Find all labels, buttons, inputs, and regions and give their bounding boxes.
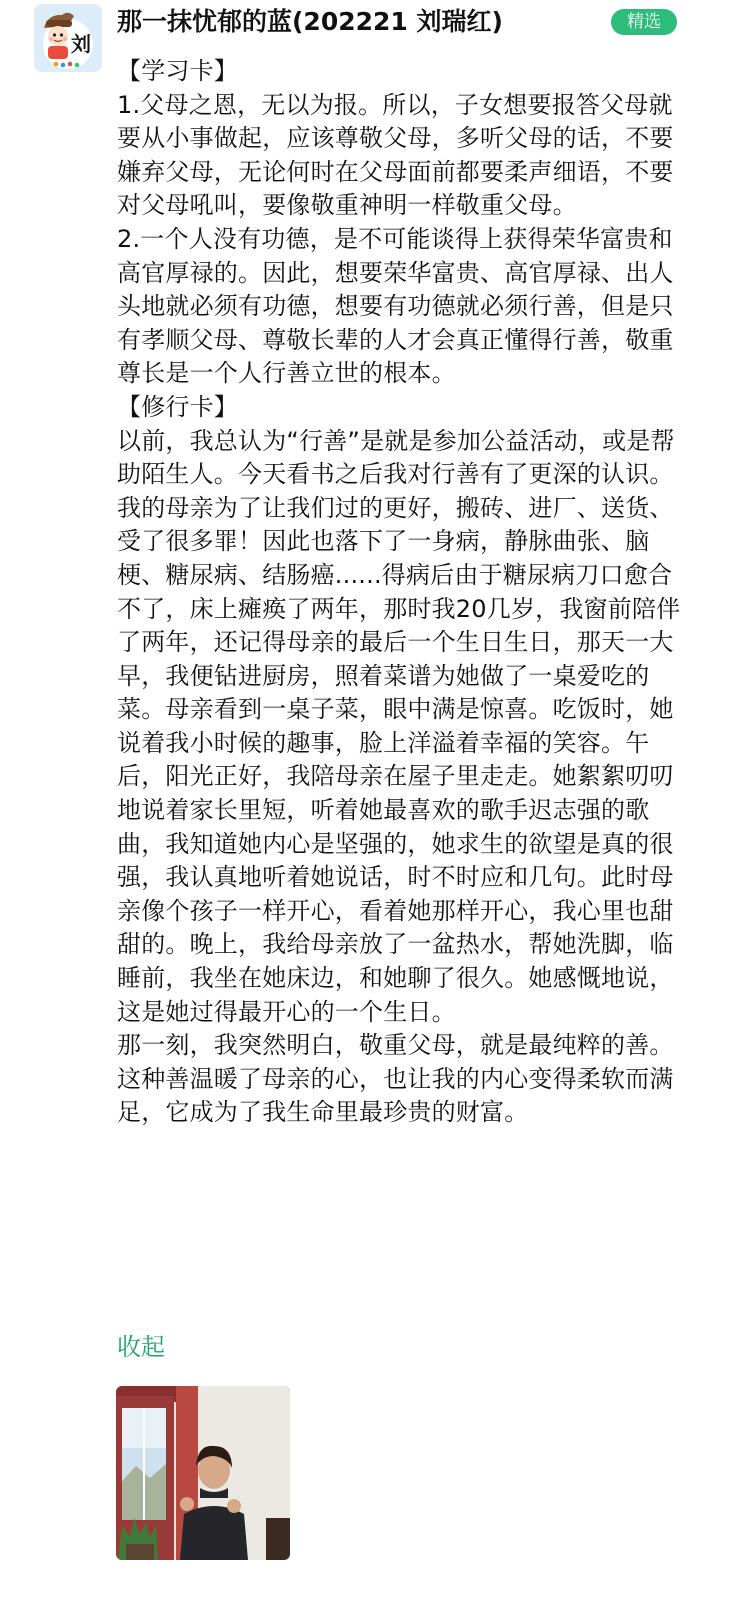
author-name[interactable]: 那一抹忧郁的蓝(202221 刘瑞红) — [117, 7, 503, 36]
author-avatar[interactable] — [34, 4, 102, 72]
featured-badge: 精选 — [611, 9, 677, 35]
avatar-character: 刘 — [71, 32, 91, 56]
practice-paragraph-2: 我的母亲为了让我们过的更好，搬砖、进厂、送货、受了很多罪！因此也落下了一身病，静脉曲张、脑梗、糖尿病、结肠癌......得病后由于糖尿病刀口愈合不了，床上瘫痪了两年，那时我20几岁，我窗前陪伴了两年，还记得母亲的最后一个生日生日，那天一大早，我便钻进厨房，照着菜谱为她做了一桌爱吃的菜。母亲看到一桌子菜，眼中满是惊喜。吃饭时，她说着我小时候的趣事，脸上洋溢着幸福的笑容。午后，阳光正好，我陪母亲在屋子里走走。她絮絮叨叨地说着家长里短，听着她最喜欢的歌手迟志强的歌曲，我知道她内心是坚强的，她求生的欲望是真的很强，我认真地听着她说话，时不时应和几句。此时母亲像个孩子一样开心，看着她那样开心，我心里也甜甜的。晚上，我给母亲放了一盆热水，帮她洗脚，临睡前，我坐在她床边，和她聊了很久。她感慨地说，这是她过得最开心的一个生日。 — [117, 493, 681, 1026]
practice-paragraph-3: 那一刻，我突然明白，敬重父母，就是最纯粹的善。这种善温暖了母亲的心，也让我的内心变得柔软而满足，它成为了我生命里最珍贵的财富。 — [117, 1031, 674, 1127]
post-photo[interactable] — [116, 1386, 290, 1560]
practice-card-heading: 【修行卡】 — [117, 392, 238, 421]
study-point-1: 1.父母之恩，无以为报。所以，子女想要报答父母就要从小事做起，应该尊敬父母，多听父母的话，不要嫌弃父母，无论何时在父母面前都要柔声细语，不要对父母吼叫，要像敬重神明一样敬重父母。 — [117, 90, 674, 220]
person-photo-thumbnail — [116, 1386, 290, 1560]
practice-paragraph-1: 以前，我总认为“行善”是就是参加公益活动，或是帮助陌生人。今天看书之后我对行善有了更深的认识。 — [117, 426, 675, 489]
post-content — [117, 55, 687, 1130]
study-point-2: 2.一个人没有功德，是不可能谈得上获得荣华富贵和高官厚禄的。因此，想要荣华富贵、高官厚禄、出人头地就必须有功德，想要有功德就必须行善，但是只有孝顺父母、尊敬长辈的人才会真正懂得行善，敬重尊长是一个人行善立世的根本。 — [117, 224, 674, 388]
study-card-heading: 【学习卡】 — [117, 57, 238, 85]
collapse-link[interactable]: 收起 — [117, 1333, 165, 1361]
cartoon-child-avatar-icon — [34, 4, 102, 72]
